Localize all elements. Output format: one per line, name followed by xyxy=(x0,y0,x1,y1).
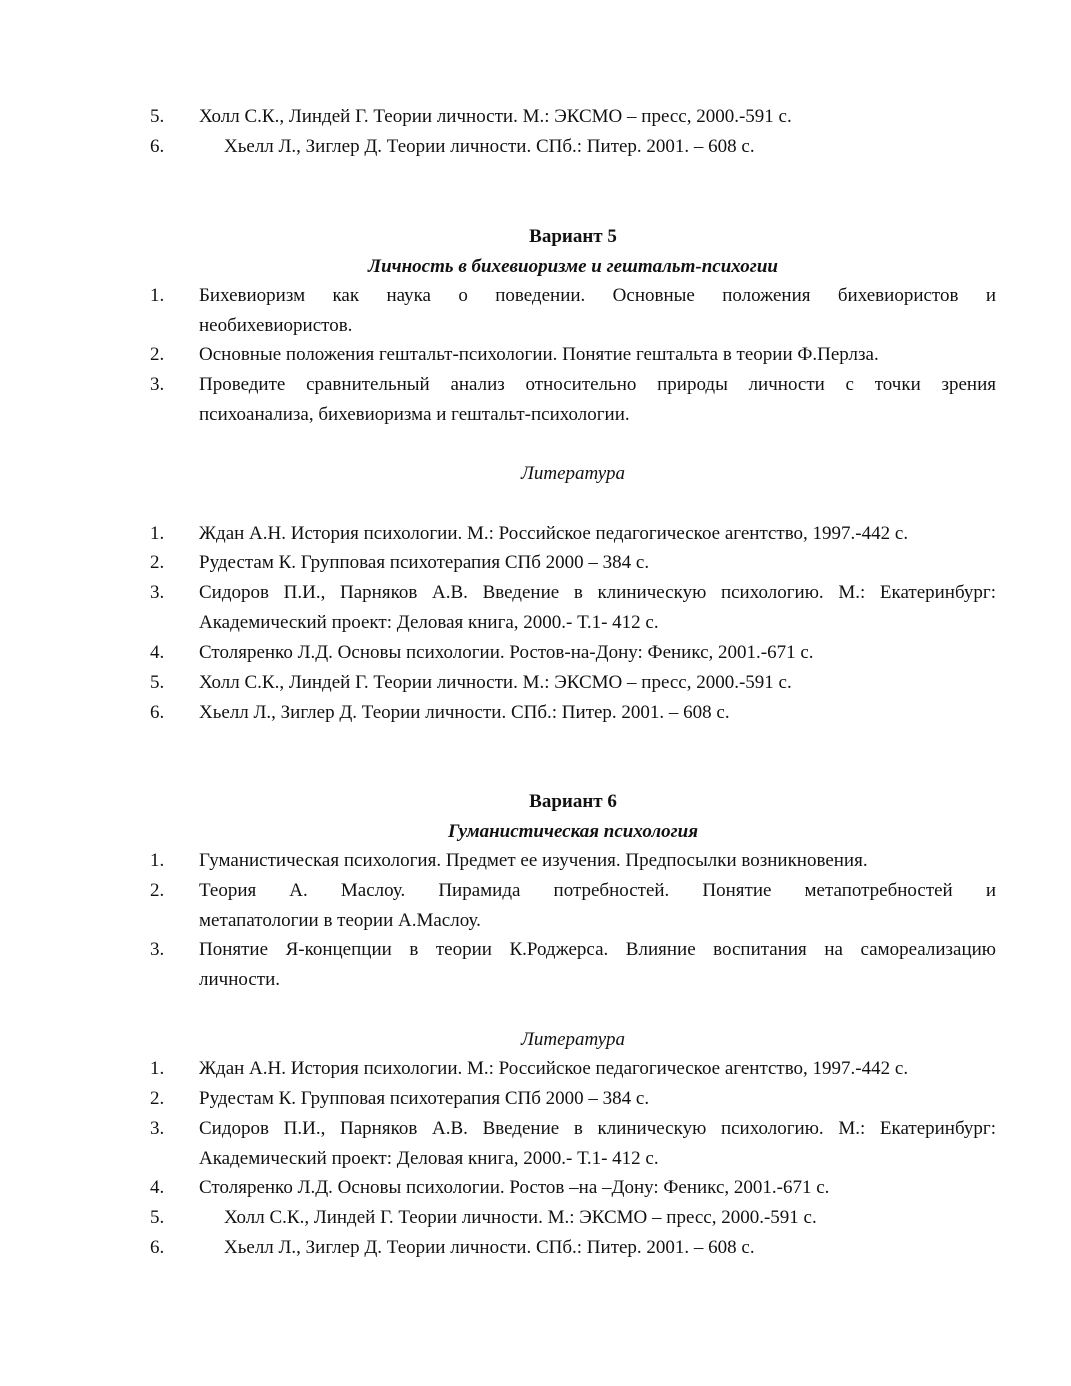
item-text: Ждан А.Н. История психологии. М.: Российское педагогическое агентство, 1997.-442 с. xyxy=(199,523,909,544)
item-text-line: Теория А. Маслоу. Пирамида потребностей. Понятие метапотребностей и xyxy=(199,880,996,901)
literature-heading: Литература xyxy=(521,463,625,484)
item-text-line: Академический проект: Деловая книга, 2000.- Т.1- 412 с. xyxy=(199,1148,659,1169)
item-number: 1. xyxy=(150,523,165,544)
item-number: 3. xyxy=(150,939,165,960)
item-text-line: Проведите сравнительный анализ относительно природы личности с точки зрения xyxy=(199,374,996,395)
item-text-line: личности. xyxy=(199,969,281,990)
item-text: Основные положения гештальт-психологии. Понятие гештальта в теории Ф.Перлза. xyxy=(199,344,879,365)
item-text: Рудестам К. Групповая психотерапия СПб 2000 – 384 с. xyxy=(199,552,650,573)
item-text xyxy=(199,370,996,430)
item-text: Холл С.К., Линдей Г. Теории личности. М.: ЭКСМО – пресс, 2000.-591 с. xyxy=(199,106,792,127)
item-text: Ждан А.Н. История психологии. М.: Российское педагогическое агентство, 1997.-442 с. xyxy=(199,1058,909,1079)
variant-5-heading: Вариант 5 xyxy=(529,226,617,247)
item-text-line: Сидоров П.И., Парняков А.В. Введение в клиническую психологию. М.: Екатеринбург: xyxy=(199,1118,996,1139)
item-text-line: Академический проект: Деловая книга, 2000.- Т.1- 412 с. xyxy=(199,612,659,633)
item-text-line: необихевиористов. xyxy=(199,315,353,336)
item-text xyxy=(199,1114,996,1174)
item-number: 6. xyxy=(150,702,165,723)
variant-6-subtitle: Гуманистическая психология xyxy=(447,821,699,842)
variant-6-heading: Вариант 6 xyxy=(529,791,617,812)
item-number: 3. xyxy=(150,1118,165,1139)
item-number: 5. xyxy=(150,106,165,127)
item-number: 1. xyxy=(150,285,165,306)
item-text xyxy=(199,876,996,936)
item-number: 3. xyxy=(150,582,165,603)
item-text: Столяренко Л.Д. Основы психологии. Ростов-на-Дону: Феникс, 2001.-671 с. xyxy=(199,642,814,663)
item-text-line: метапатологии в теории А.Маслоу. xyxy=(199,910,481,931)
item-number: 5. xyxy=(150,1207,165,1228)
item-text: Хьелл Л., Зиглер Д. Теории личности. СПб.: Питер. 2001. – 608 с. xyxy=(224,1237,755,1258)
item-text: Хьелл Л., Зиглер Д. Теории личности. СПб.: Питер. 2001. – 608 с. xyxy=(224,136,755,157)
item-number: 1. xyxy=(150,1058,165,1079)
item-text xyxy=(199,281,996,341)
item-number: 2. xyxy=(150,880,165,901)
item-text xyxy=(199,578,996,638)
item-text xyxy=(199,935,996,995)
literature-heading: Литература xyxy=(521,1029,625,1050)
item-number: 4. xyxy=(150,642,165,663)
variant-5-subtitle: Личность в бихевиоризме и гештальт-психогии xyxy=(368,256,778,277)
item-number: 2. xyxy=(150,344,165,365)
item-text: Хьелл Л., Зиглер Д. Теории личности. СПб.: Питер. 2001. – 608 с. xyxy=(199,702,730,723)
item-text: Столяренко Л.Д. Основы психологии. Ростов –на –Дону: Феникс, 2001.-671 с. xyxy=(199,1177,830,1198)
item-number: 2. xyxy=(150,552,165,573)
item-number: 6. xyxy=(150,136,165,157)
item-text: Холл С.К., Линдей Г. Теории личности. М.: ЭКСМО – пресс, 2000.-591 с. xyxy=(199,672,792,693)
item-number: 6. xyxy=(150,1237,165,1258)
item-text-line: Бихевиоризм как наука о поведении. Основные положения бихевиористов и xyxy=(199,285,996,306)
item-number: 5. xyxy=(150,672,165,693)
item-number: 2. xyxy=(150,1088,165,1109)
item-number: 1. xyxy=(150,850,165,871)
item-text: Рудестам К. Групповая психотерапия СПб 2000 – 384 с. xyxy=(199,1088,650,1109)
item-text: Холл С.К., Линдей Г. Теории личности. М.: ЭКСМО – пресс, 2000.-591 с. xyxy=(224,1207,817,1228)
item-number: 4. xyxy=(150,1177,165,1198)
item-text-line: Понятие Я-концепции в теории К.Роджерса. Влияние воспитания на самореализацию xyxy=(199,939,996,960)
item-text: Гуманистическая психология. Предмет ее изучения. Предпосылки возникновения. xyxy=(199,850,868,871)
item-number: 3. xyxy=(150,374,165,395)
item-text-line: Сидоров П.И., Парняков А.В. Введение в клиническую психологию. М.: Екатеринбург: xyxy=(199,582,996,603)
item-text-line: психоанализа, бихевиоризма и гештальт-психологии. xyxy=(199,404,630,425)
